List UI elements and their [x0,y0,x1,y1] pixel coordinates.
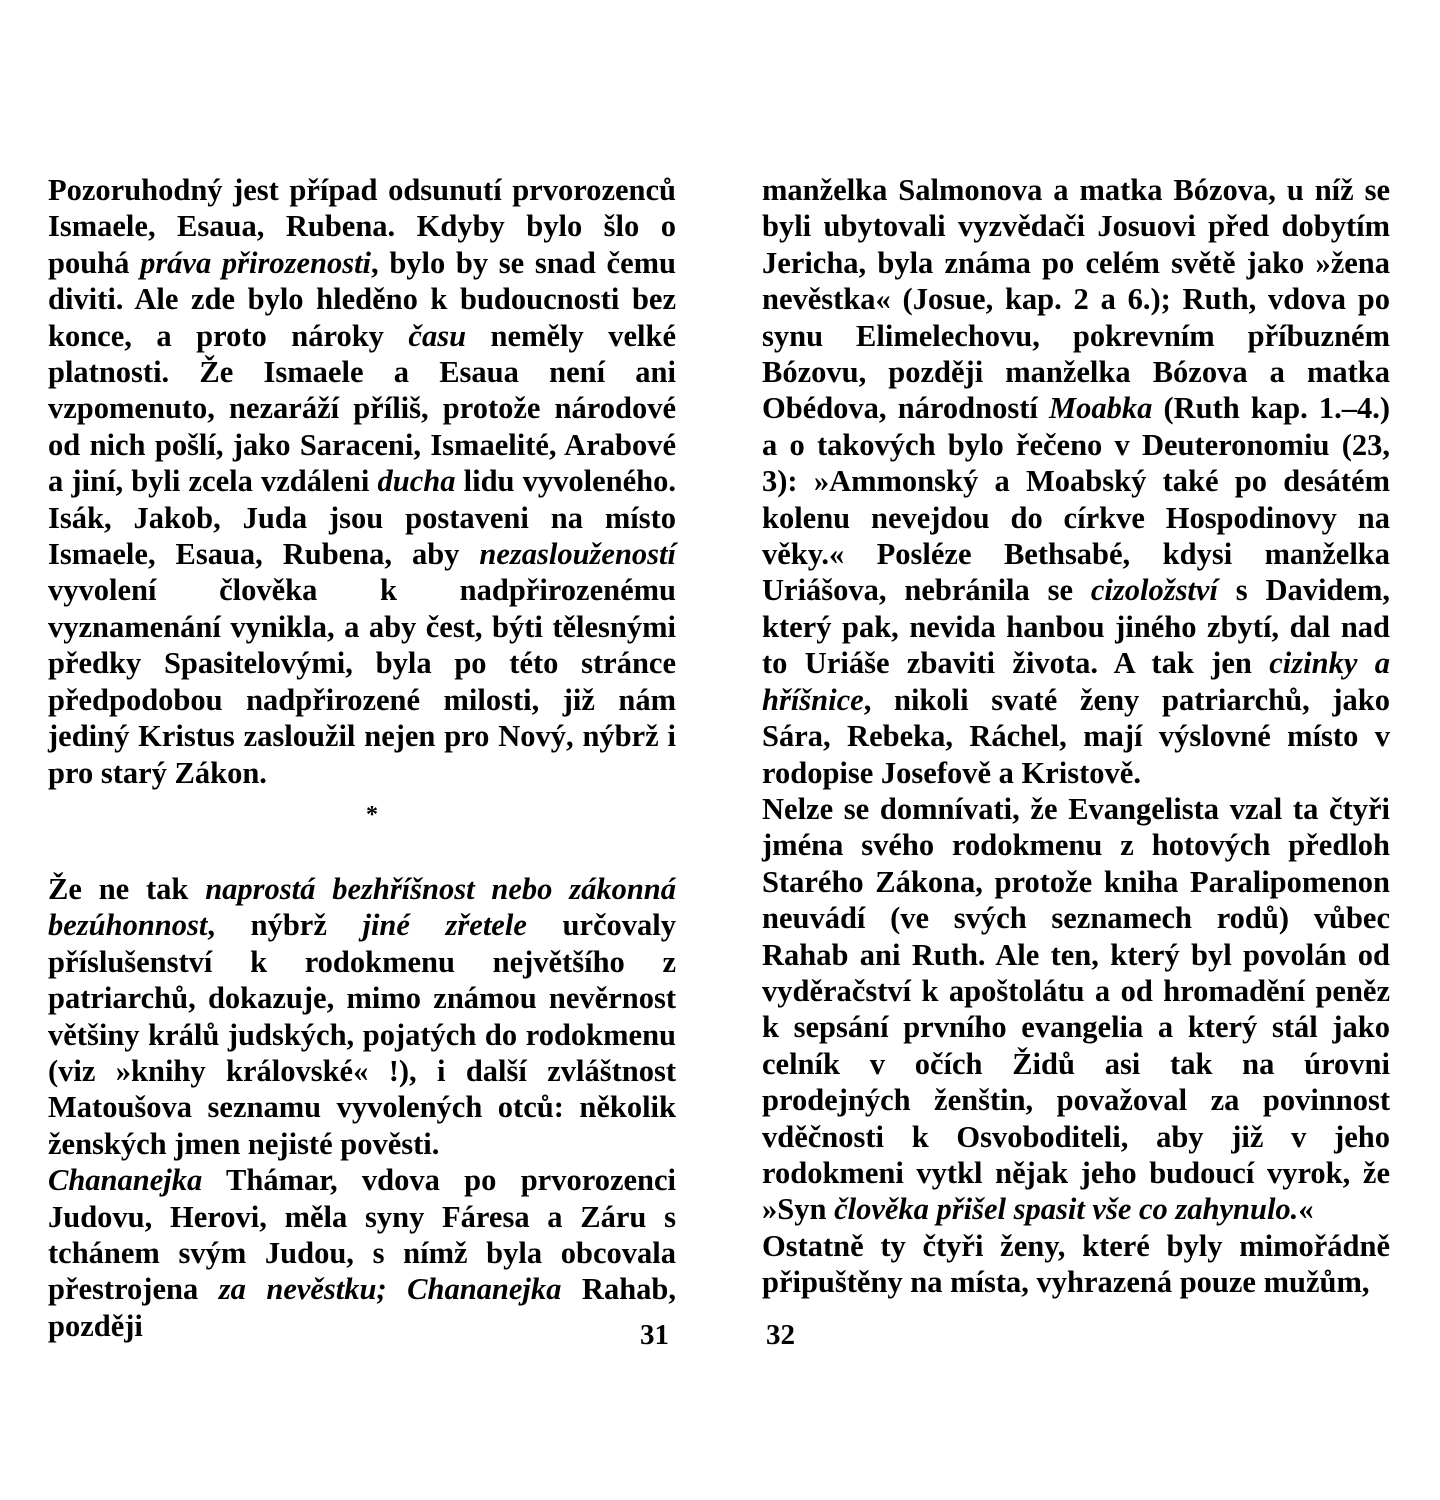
body-text: Že ne tak [48,871,206,906]
emphasis-text: ducha [377,464,456,499]
emphasis-text: cizinky a hříšnice [762,646,1391,717]
right-page [762,172,1390,1301]
emphasis-text: člověka přišel spasit vše co zahynulo. [834,1192,1299,1227]
emphasis-text: cizoložství [1090,573,1218,608]
body-text: « [1298,1192,1314,1227]
body-text: Nelze se domnívati, že Evangelista vzal ta čtyři jména svého rodokmenu z hotových předloh Starého Zákona, protože kniha Paralipomenon neuvádí (ve svých seznamech rodů) vůbec Rahab ani Ruth. Ale ten, který byl povolán od vyděračství k apoštolátu a od hromadění peněz k sepsání prvního evangelia a který stál jako celník v očích Židů asi tak na úrovni prodejných ženštin, považoval za povinnost vděčnosti k Osvoboditeli, aby již v jeho rodokmeni vytkl nějak jeho budoucí vyrok, že »Syn [762,791,1390,1227]
right-paragraph-1 [762,172,1390,791]
body-text: určovaly příslušenství k rodokmenu největšího z patriarchů, dokazuje, mimo známou nevěrnost většiny králů judských, pojatých do rodokmenu (viz »knihy královské« !), i další zvláštnost Matoušova seznamu vyvolených otců: několik ženských jmen nejisté pověsti. [48,908,676,1161]
body-text: Rahab, později [48,1272,676,1343]
emphasis-text: naprostá bezhříšnost nebo zákonná bezúhonnost [48,871,677,943]
right-paragraph-2 [762,791,1390,1228]
body-text: s Davidem, který pak, nevida hanbou jiného zbytí, dal nad to Uriáše zbaviti života. A tak jen [762,573,1390,681]
body-text: neměly velké platnosti. Že Ismaele a Esaua není ani vzpomenuto, nezaráží příliš, protože národové od nich pošlí, jako Saraceni, Ismaelité, Arabové a jiní, byli zcela vzdáleni [48,318,676,499]
left-paragraph-3 [48,1162,676,1344]
left-paragraph-2 [48,871,676,1162]
emphasis-text: Moabka [1048,391,1153,426]
body-text: Pozoruhodný jest případ odsunutí prvorozenců Ismaele, Esaua, Rubena. Kdyby bylo šlo o pouhá [48,173,676,280]
body-text: , nýbrž [207,908,363,943]
body-text: Thámar, vdova po prvorozenci Judovu, Herovi, měla syny Fáresa a Záru s tchánem svým Judou, s nímž byla obcovala přestrojena [48,1163,676,1307]
body-text: , nikoli svaté ženy patriarchů, jako Sára, Rebeka, Ráchel, mají výslovné místo v rodopise Josefově a Kristově. [762,682,1390,790]
emphasis-text: nezasloužeností [479,537,676,572]
emphasis-text: času [408,318,467,353]
left-paragraph-1 [48,172,676,791]
body-text: Ostatně ty čtyři ženy, které byly mimořádně připuštěny na místa, vyhrazená pouze mužům, [762,1228,1390,1300]
body-text: manželka Salmonova a matka Bózova, u níž se byli ubytovali vyzvědači Josuovi před dobytím Jericha, byla známa po celém světě jako »žena nevěstka« (Josue, kap. 2 a 6.); Ruth, vdova po synu Elimelechovu, pokrevním příbuzném Bózovu, později manželka Bózova a matka Obédova, národností [762,173,1390,426]
page-number-right: 32 [766,1319,795,1351]
body-text: lidu vyvoleného. Isák, Jakob, Juda jsou postaveni na místo Ismaele, Esaua, Rubena, aby [48,464,676,572]
emphasis-text: jiné zřetele [362,908,527,943]
body-text: (Ruth kap. 1.–4.) a o takových bylo řečeno v Deuteronomiu (23, 3): »Ammonský a Moabský také po desátém kolenu nevejdou do církve Hospodinovy na věky.« Posléze Bethsabé, kdysi manželka Uriášova, nebránila se [762,391,1390,608]
body-text: vyvolení člověka k nadpřirozenému vyznamenání vynikla, a aby čest, býti tělesnými předky Spasitelovými, byla po této stránce předpodobou nadpřirozené milosti, již nám jediný Kristus zasloužil nejen pro Nový, nýbrž i pro starý Zákon. [48,573,676,790]
page-number-left: 31 [640,1319,669,1351]
left-page [48,172,676,1344]
emphasis-text: práva přirozenosti [140,245,372,280]
emphasis-text: za nevěstku; Chananejka [218,1272,562,1307]
body-text: , bylo by se snad čemu diviti. Ale zde bylo hleděno k budoucnosti bez konce, a proto nároky [48,245,677,353]
section-ornament: * [366,801,378,828]
right-paragraph-3 [762,1228,1390,1301]
emphasis-text: Chananejka [48,1163,203,1198]
